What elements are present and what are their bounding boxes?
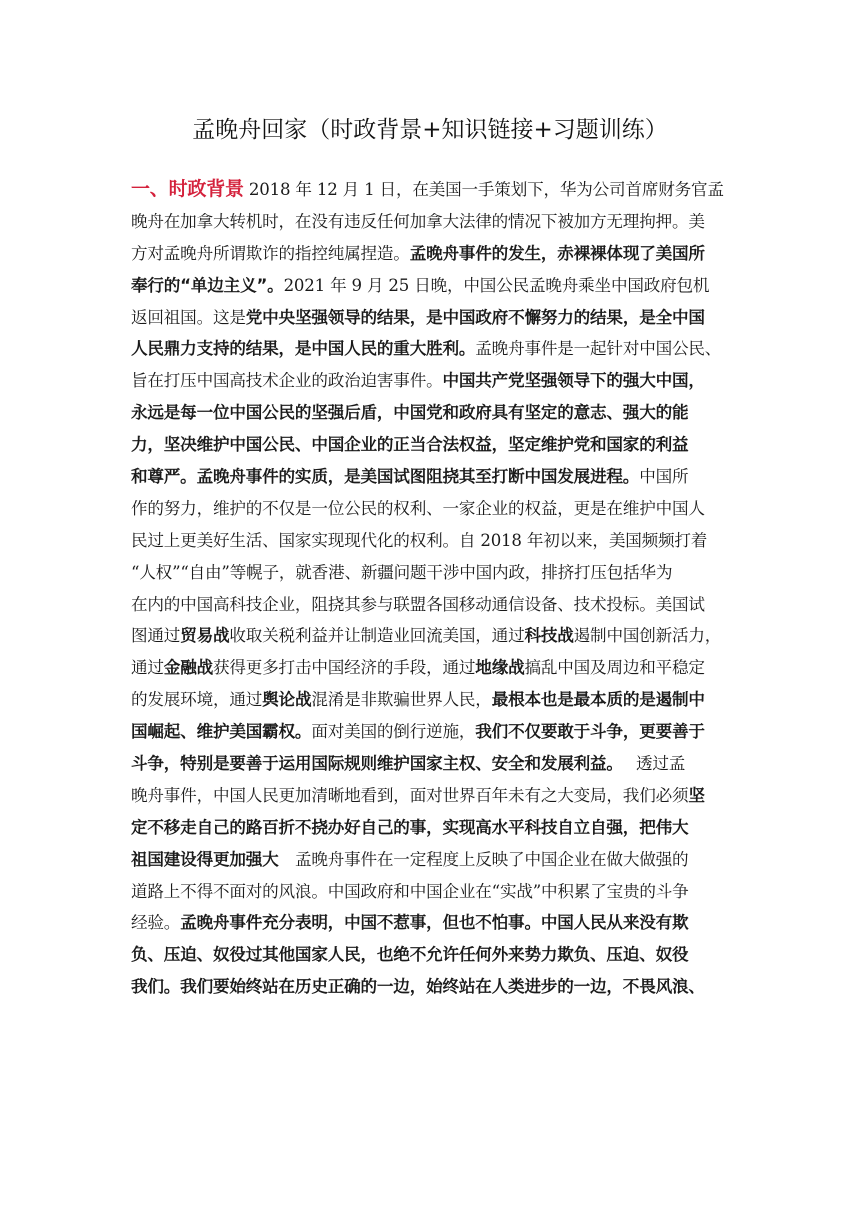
- text-line: [131, 876, 731, 908]
- text-line: [131, 620, 731, 652]
- text-line: [131, 429, 731, 461]
- bold-text-run: 孟晚舟事件充分表明，中国不惹事，但也不怕事。中国人民从来没有欺: [180, 913, 689, 933]
- text-line: [131, 652, 731, 684]
- text-line: [131, 971, 731, 1003]
- text-run: 通过: [131, 658, 164, 678]
- bold-text-run: 斗争，特别是要善于运用国际规则维护国家主权、安全和发展利益。: [131, 754, 615, 774]
- text-line: [131, 333, 731, 365]
- text-run: “人权”“自由”等幌子，就香港、新疆问题干涉中国内政，排挤打压包括华为: [131, 562, 673, 582]
- text-line: [131, 589, 731, 621]
- bold-text-run: 地缘战: [475, 658, 525, 678]
- text-run: 孟晚舟事件在一定程度上反映了中国企业在做大做强的: [278, 849, 689, 869]
- text-line: [131, 493, 731, 525]
- bold-text-run: 人民鼎力支持的结果，是中国人民的重大胜利。: [131, 339, 476, 359]
- bold-text-run: 中国共产党坚强领导下的强大中国，: [442, 371, 705, 391]
- bold-text-run: 金融战: [163, 658, 213, 678]
- text-line: [131, 525, 731, 557]
- text-line: [131, 461, 731, 493]
- bold-text-run: 国崛起、维护美国霸权。: [131, 722, 312, 742]
- text-run: 返回祖国。这是: [131, 307, 246, 327]
- text-line: [131, 302, 731, 334]
- body-paragraph: [131, 174, 731, 1003]
- text-run: 在内的中国高科技企业，阻挠其参与联盟各国移动通信设备、技术投标。美国试: [131, 594, 705, 614]
- text-run: 晚舟事件，中国人民更加清晰地看到，面对世界百年未有之大变局，我们必须: [131, 785, 689, 805]
- text-line: [131, 716, 731, 748]
- text-run: 2018 年 12 月 1 日，在美国一手策划下，华为公司首席财务官孟: [243, 180, 724, 199]
- text-run: 旨在打压中国高技术企业的政治迫害事件。: [131, 371, 443, 391]
- text-run: 民过上更美好生活、国家实现现代化的权利。自 2018 年初以来，美国频频打着: [131, 530, 708, 550]
- text-line: [131, 684, 731, 716]
- text-run: 混淆是非欺骗世界人民，: [311, 690, 492, 710]
- text-line: [131, 397, 731, 429]
- text-run: 面对美国的倒行逆施，: [311, 722, 476, 742]
- bold-text-run: 舆论战: [262, 690, 312, 710]
- text-line: [131, 748, 731, 780]
- text-line: [131, 812, 731, 844]
- text-run: 遏制中国创新活力，: [573, 626, 722, 646]
- text-run: 透过孟: [614, 754, 686, 774]
- bold-text-run: 党中央坚强领导的结果，是中国政府不懈努力的结果，是全中国: [245, 307, 705, 327]
- text-run: 2021 年 9 月 25 日晚，中国公民孟晚舟乘坐中国政府包机: [283, 275, 710, 295]
- text-line: [131, 907, 731, 939]
- bold-text-run: 科技战: [524, 626, 574, 646]
- bold-text-run: 奉行的“单边主义”。: [131, 275, 284, 295]
- text-run: 中国所: [639, 467, 689, 487]
- text-run: 经验。: [131, 913, 181, 933]
- text-line: [131, 844, 731, 876]
- text-line: [131, 557, 731, 589]
- bold-text-run: 贸易战: [180, 626, 230, 646]
- bold-text-run: 孟晚舟事件的发生，赤裸裸体现了美国所: [409, 243, 705, 263]
- text-run: 收取关税利益并让制造业回流美国，通过: [229, 626, 525, 646]
- bold-text-run: 坚: [688, 785, 705, 805]
- bold-text-run: 定不移走自己的路百折不挠办好自己的事，实现高水平科技自立自强，把伟大: [131, 817, 689, 837]
- text-run: 晚舟在加拿大转机时，在没有违反任何加拿大法律的情况下被加方无理拘押。美: [131, 211, 705, 231]
- text-line: [131, 939, 731, 971]
- section-heading: 一、时政背景: [131, 178, 244, 200]
- text-run: 孟晚舟事件是一起针对中国公民、: [475, 339, 722, 359]
- bold-text-run: 永远是每一位中国公民的坚强后盾，中国党和政府具有坚定的意志、强大的能: [131, 403, 689, 423]
- bold-text-run: 我们。我们要始终站在历史正确的一边，始终站在人类进步的一边，不畏风浪、: [131, 977, 705, 997]
- text-line: [131, 780, 731, 812]
- text-run: 搞乱中国及周边和平稳定: [524, 658, 705, 678]
- text-line: [131, 238, 731, 270]
- bold-text-run: 力，坚决维护中国公民、中国企业的正当合法权益，坚定维护党和国家的利益: [131, 435, 689, 455]
- text-run: 方对孟晚舟所谓欺诈的指控纯属捏造。: [131, 243, 410, 263]
- text-line: [131, 206, 731, 238]
- text-run: 道路上不得不面对的风浪。中国政府和中国企业在“实战”中积累了宝贵的斗争: [131, 881, 689, 901]
- bold-text-run: 和尊严。孟晚舟事件的实质，是美国试图阻挠其至打断中国发展进程。: [131, 467, 640, 487]
- bold-text-run: 负、压迫、奴役过其他国家人民，也绝不允许任何外来势力欺负、压迫、奴役: [131, 945, 689, 965]
- bold-text-run: 最根本也是最本质的是遏制中: [491, 690, 705, 710]
- text-run: 的发展环境，通过: [131, 690, 263, 710]
- bold-text-run: 我们不仅要敢于斗争，更要善于: [475, 722, 705, 742]
- text-run: 图通过: [131, 626, 181, 646]
- document-title: 孟晚舟回家（时政背景+知识链接+习题训练）: [192, 117, 668, 143]
- text-line: [131, 270, 731, 302]
- text-run: 获得更多打击中国经济的手段，通过: [212, 658, 476, 678]
- text-line: [131, 365, 731, 397]
- bold-text-run: 祖国建设得更加强大: [131, 849, 279, 869]
- text-line: [131, 174, 731, 206]
- text-run: 作的努力，维护的不仅是一位公民的权利、一家企业的权益，更是在维护中国人: [131, 498, 705, 518]
